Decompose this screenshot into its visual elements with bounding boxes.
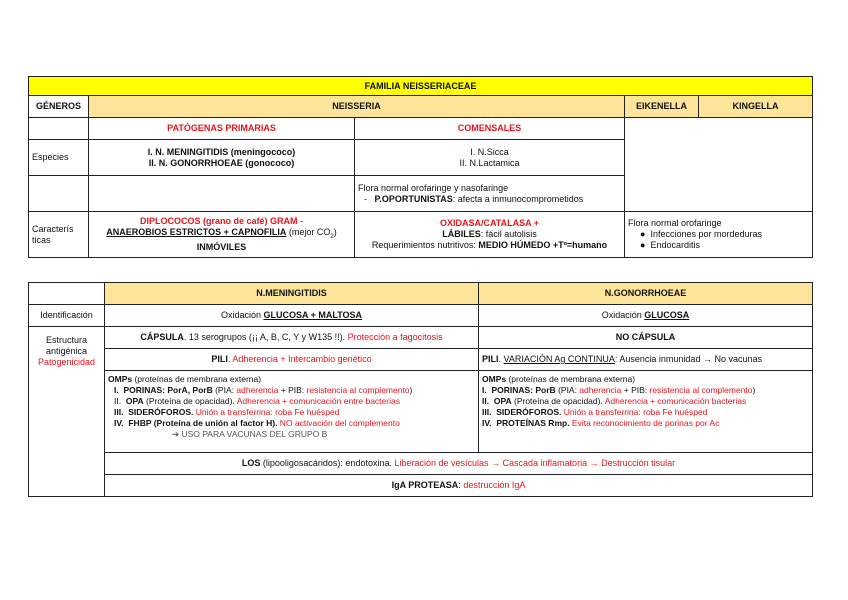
eik-king-empty [625, 118, 813, 212]
gon-capsula: NO CÁPSULA [479, 327, 813, 349]
species-lactamica: II. N.Lactamica [459, 157, 520, 168]
los-row: LOS (lipooligosacáridos): endotoxina. Liberación de vesículas → Cascada inflamatoria → Destrucción tisular [105, 453, 813, 475]
patogenas-header: PATÓGENAS PRIMARIAS [89, 118, 355, 140]
species-meningitidis: I. N. MENINGITIDIS (meningococo) [147, 146, 296, 157]
eikenella-header: EIKENELLA [625, 96, 699, 118]
neisseria-header: NEISSERIA [89, 96, 625, 118]
eikenella-caracteristicas: Flora normal orofaringe ● Infecciones por mordeduras ● Endocarditis [625, 212, 813, 258]
iga-row: IgA PROTEASA: destrucción IgA [105, 475, 813, 497]
flora-cell [355, 176, 625, 212]
men-capsula: CÁPSULA. 13 serogrupos (¡¡ A, B, C, Y y W135 !!). Protección a fagocitosis [105, 327, 479, 349]
generos-header: GÉNEROS [29, 96, 89, 118]
men-opa: II. OPA (Proteína de opacidad). Adherencia + comunicación entre bacterias [114, 396, 400, 406]
gon-pili: PILI. VARIACIÓN Ag CONTINUA: Ausencia inmunidad → No vacunas [479, 349, 813, 371]
comensales-caracteristicas: OXIDASA/CATALASA + LÁBILES: fácil autolisis Requerimientos nutritivos: MEDIO HÚMEDO +Tº=humano [355, 212, 625, 258]
gon-omps: OMPs (proteínas de membrana externa) I. PORINAS: PorB (PIA: adherencia + PIB: resistencia al complemento) II. OPA (Proteína de opacidad). Adherencia + comunicación bacterias III. SIDERÓFOROS. Unión a transferrina: roba Fe huésped IV. PROTEÍNAS Rmp. Evita reconocimiento de porinas por Ac [479, 371, 813, 453]
patogenas-caracteristicas: DIPLOCOCOS (grano de café) GRAM - ANAEROBIOS ESTRICTOS + CAPNOFILIA (mejor $CO_2$) INMÓVILES [89, 212, 355, 258]
especies-label: Especies [29, 140, 89, 176]
gon-opa: II. OPA (Proteína de opacidad). Adherencia + comunicación bacterias [482, 396, 747, 406]
flora-text: Flora normal orofaringe y nasofaringe [358, 182, 509, 193]
men-fhbp: IV. FHBP (Proteína de unión al factor H). NO activación del complemento [114, 418, 400, 428]
gon-sideroforos: III. SIDERÓFOROS. Unión a transferrina: roba Fe huésped [482, 407, 708, 417]
patogenas-species [89, 140, 355, 176]
men-porinas: I. PORINAS: PorA, PorB (PIA: adherencia + PIB: resistencia al complemento) [114, 385, 413, 395]
men-omps: OMPs (proteínas de membrana externa) I. PORINAS: PorA, PorB (PIA: adherencia + PIB: resistencia al complemento) II. OPA (Proteína de opacidad). Adherencia + comunicación entre bacterias III. SIDERÓFOROS. Unión a transferrina: roba Fe huésped IV. FHBP (Proteína de unión al factor H). NO activación del complemento ➔ USO PARA VACUNAS DEL GRUPO B [105, 371, 479, 453]
species-sicca: I. N.Sicca [470, 146, 509, 157]
men-sideroforos: III. SIDERÓFOROS. Unión a transferrina: roba Fe huésped [114, 407, 340, 417]
comensales-species [355, 140, 625, 176]
familia-table [28, 76, 813, 258]
comparacion-table [28, 282, 813, 497]
gon-rmp: IV. PROTEÍNAS Rmp. Evita reconocimiento de porinas por Ac [482, 418, 720, 428]
men-vacunas: ➔ USO PARA VACUNAS DEL GRUPO B [172, 429, 328, 439]
gonorrhoeae-header: N.GONORRHOEAE [479, 283, 813, 305]
species-gonorrhoeae: II. N. GONORRHOEAE (gonococo) [148, 157, 295, 168]
caracteristicas-label: Caracterís ticas [29, 212, 89, 258]
kingella-header: KINGELLA [699, 96, 813, 118]
men-pili: PILI. Adherencia + Intercambio genético [105, 349, 479, 371]
gon-porinas: I. PORINAS: PorB (PIA: adherencia + PIB: resistencia al complemento) [482, 385, 756, 395]
men-oxidacion: Oxidación GLUCOSA + MALTOSA [105, 305, 479, 327]
identificacion-label: Identificación [29, 305, 105, 327]
family-title: FAMILIA NEISSERIACEAE [29, 77, 813, 96]
gon-oxidacion: Oxidación GLUCOSA [479, 305, 813, 327]
meningitidis-header: N.MENINGITIDIS [105, 283, 479, 305]
oportunistas-line: - P.OPORTUNISTAS: afecta a inmunocomprometidos [364, 193, 584, 204]
estructura-label: Estructura antigénica Patogenicidad [29, 327, 105, 497]
comensales-header: COMENSALES [355, 118, 625, 140]
